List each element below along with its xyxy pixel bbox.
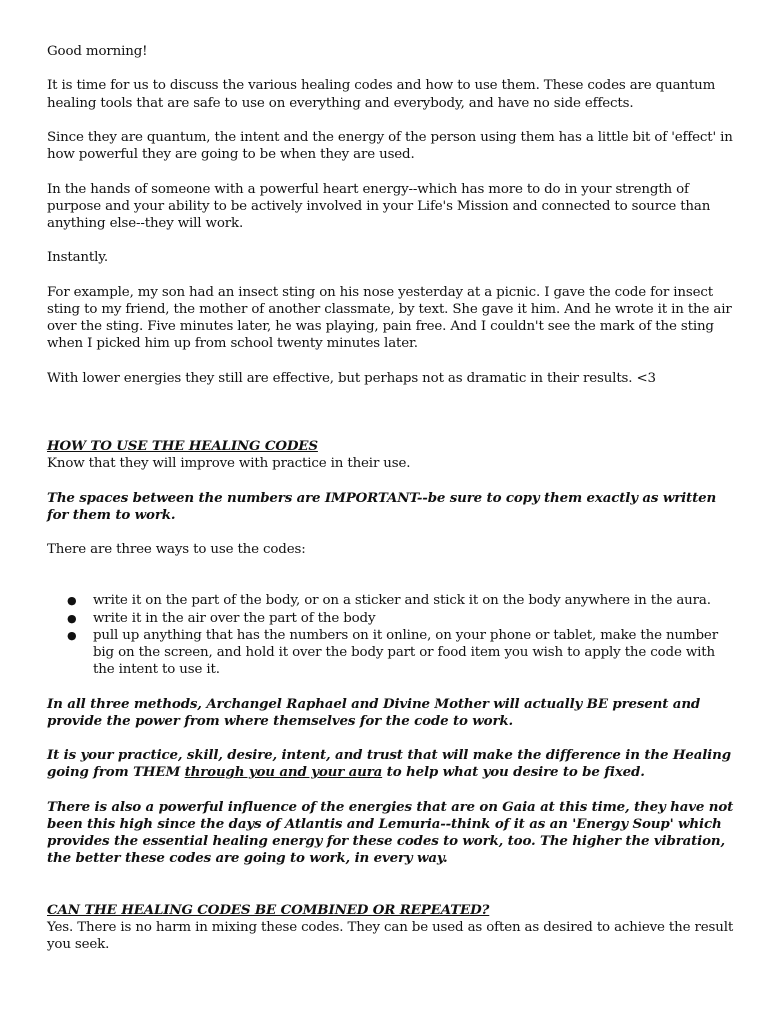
intro-paragraph: It is time for us to discuss the various healing codes and how to use them. These codes are quantum healing tools that are safe to use on everything and everybody, and have no side effects. [47, 78, 716, 111]
example-paragraph: For example, my son had an insect sting on his nose yesterday at a picnic. I gave the code for insect sting to my friend, the mother of another classmate, by text. She gave it him. And he wrote it in the air over the sting. Five minutes later, he was playing, pain free. And I couldn't see the mark of the sting when I picked him up from school twenty minutes later. [47, 284, 732, 352]
combined-answer-paragraph: Yes. There is no harm in mixing these codes. They can be used as often as desired to achieve the result you seek. [47, 919, 734, 952]
list-item-text: write it in the air over the part of the body [93, 610, 376, 626]
greeting: Good morning! [47, 44, 148, 59]
heart-energy-paragraph: In the hands of someone with a powerful heart energy--which has more to do in your strength of purpose and your ability to be actively involved in your Life's Mission and connected to source than anything else--they will work. [47, 181, 711, 231]
list-item-text: write it on the part of the body, or on a sticker and stick it on the body anywhere in the aura. [93, 593, 711, 609]
practice-skill-text-start: It is your practice, skill, desire, intent, and trust that will make the difference in the Healing going from THEM [47, 747, 731, 781]
practice-skill-text-end: to help what you desire to be fixed. [382, 764, 645, 781]
practice-skill-underlined-text: through you and your aura [184, 764, 383, 781]
list-item [47, 610, 737, 627]
quantum-paragraph: Since they are quantum, the intent and the energy of the person using them has a little bit of 'effect' in how powerful they are going to be when they are used. [47, 129, 733, 163]
list-item [47, 592, 737, 609]
list-item-text: pull up anything that has the numbers on it online, on your phone or tablet, make the number big on the screen, and hold it over the body part or food item you wish to apply the code with the intent to use it. [93, 627, 718, 678]
gaia-paragraph: There is also a powerful influence of the energies that are on Gaia at this time, they have not been this high since the days of Atlantis and Lemuria--think of it as an 'Energy Soup' which provides the essential healing energy for these codes to work, too. The higher the vibration, the better these codes are going to work, in every way. [47, 798, 734, 867]
document-page [47, 43, 737, 953]
spaces-note: The spaces between the numbers are IMPORTANT--be sure to copy them exactly as written for them to work. [47, 489, 717, 523]
lower-energies-paragraph: With lower energies they still are effective, but perhaps not as dramatic in their results. <3 [47, 370, 656, 386]
bullet-icon: ● [67, 611, 77, 625]
bullet-icon: ● [67, 594, 77, 608]
bullet-icon: ● [67, 628, 77, 642]
section-heading-how-to-use: HOW TO USE THE HEALING CODES [47, 437, 318, 454]
instantly-paragraph: Instantly. [47, 250, 108, 266]
list-item [47, 627, 737, 679]
practice-skill-paragraph [47, 747, 737, 781]
three-ways-paragraph: There are three ways to use the codes: [47, 542, 306, 558]
all-three-methods-paragraph: In all three methods, Archangel Raphael and Divine Mother will actually BE present and provide the power from where themselves for the code to work. [47, 695, 701, 729]
ways-list [47, 592, 737, 678]
section-heading-combined-or-repeated: CAN THE HEALING CODES BE COMBINED OR REPEATED? [47, 901, 490, 918]
practice-paragraph: Know that they will improve with practice in their use. [47, 456, 411, 472]
